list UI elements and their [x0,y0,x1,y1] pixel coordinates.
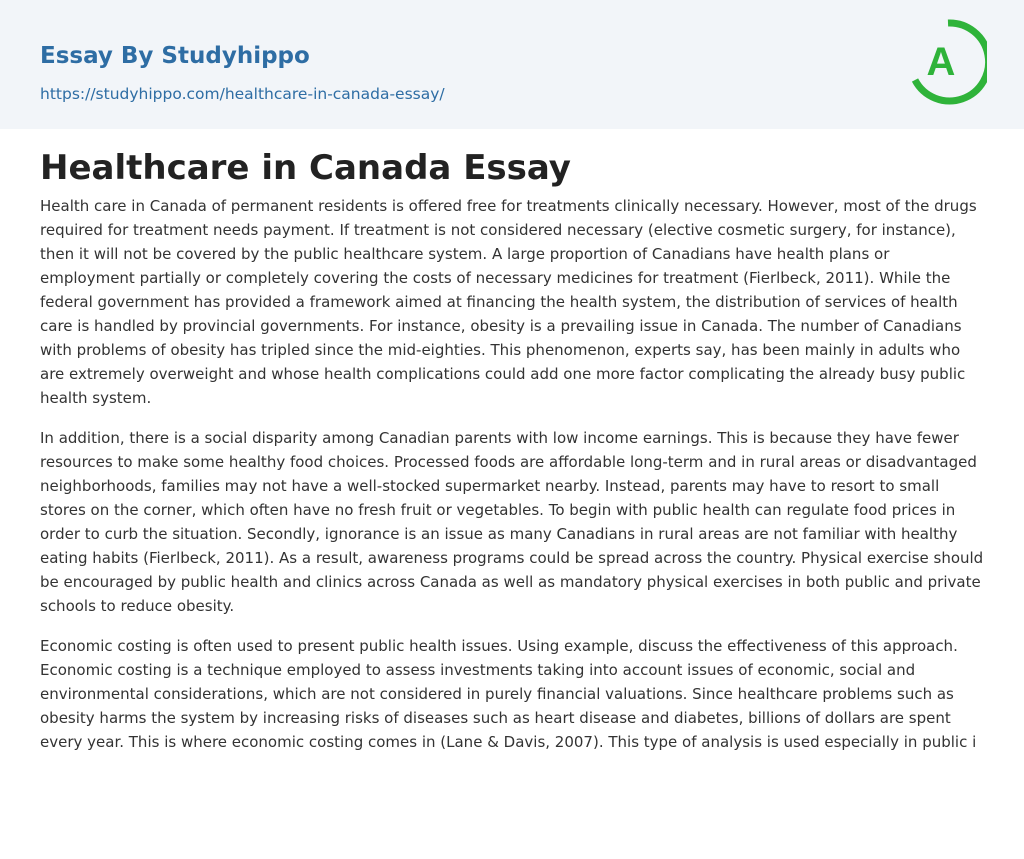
page-title: Healthcare in Canada Essay [40,148,571,188]
site-brand[interactable]: Essay By Studyhippo [40,43,310,69]
essay-paragraph: In addition, there is a social disparity among Canadian parents with low income earnings. This is because they have fewer resources to make some healthy food choices. Processed foods are affordable long-term and in rural areas or disadvantaged neighborhoods, families may not have a well-stocked supermarket nearby. Instead, parents may have to resort to small stores on the corner, which often have no fresh fruit or vegetables. To begin with public health can regulate food prices in order to curb the situation. Secondly, ignorance is an issue as many Canadians in rural areas are not familiar with healthy eating habits (Fierlbeck, 2011). As a result, awareness programs could be spread across the country. Physical exercise should be encouraged by public health and clinics across Canada as well as mandatory physical exercises in both public and private schools to reduce obesity. [40,429,984,615]
site-header [0,0,1024,129]
page-url-link[interactable]: https://studyhippo.com/healthcare-in-canada-essay/ [40,85,445,103]
logo-letter: A [926,40,956,84]
essay-paragraph: Health care in Canada of permanent residents is offered free for treatments clinically necessary. However, most of the drugs required for treatment needs payment. If treatment is not considered necessary (elective cosmetic surgery, for instance), then it will not be covered by the public healthcare system. A large proportion of Canadians have health plans or employment partially or completely covering the costs of necessary medicines for treatment (Fierlbeck, 2011). While the federal government has provided a framework aimed at financing the health system, the distribution of services of health care is handled by provincial governments. For instance, obesity is a prevailing issue in Canada. The number of Canadians with problems of obesity has tripled since the mid-eighties. This phenomenon, experts say, has been mainly in adults who are extremely overweight and whose health complications could add one more factor complicating the already busy public health system. [40,197,977,407]
essay-question: Economic costing is often used to present public health issues. Using example, discuss the effectiveness of this approach. [40,637,958,655]
essay-paragraph: Economic costing is a technique employed to assess investments taking into account issues of economic, social and environmental considerations, which are not considered in purely financial valuations. Since healthcare problems such as obesity harms the system by increasing risks of diseases such as heart disease and diabetes, billions of dollars are spent every year. This is where economic costing comes in (Lane & Davis, 2007). This type of analysis is used especially in public i [40,661,977,751]
studyhippo-logo-icon[interactable] [911,19,987,105]
essay-body [40,194,984,754]
